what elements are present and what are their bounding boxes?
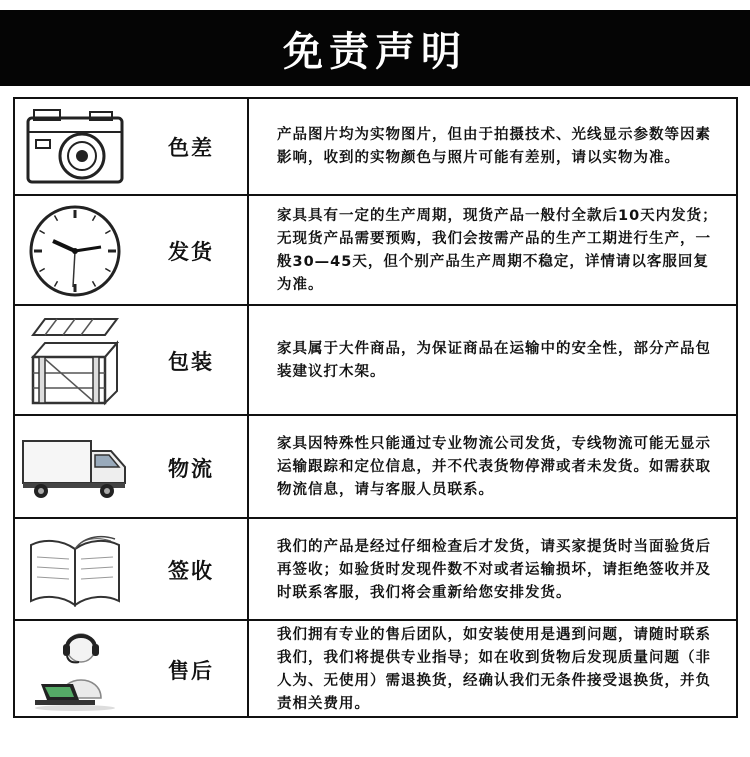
headset-support-icon (15, 621, 135, 718)
row-text-content: 家具属于大件商品，为保证商品在运输中的安全性，部分产品包装建议打木架。 (277, 341, 711, 380)
row-label: 包装 (135, 306, 249, 416)
row-text (249, 99, 736, 194)
row-text-content: 家具具有一定的生产周期，现货产品一般付全款后10天内发货；无现货产品需要预购，我们会按需产品的生产工期进行生产，一般30—45天，但个别产品生产周期不稳定，详情请以客服回复为准。 (277, 208, 718, 293)
disclaimer-row-color-difference (15, 99, 736, 194)
row-label: 发货 (135, 196, 249, 306)
disclaimer-row-packaging (15, 304, 736, 416)
row-text (249, 196, 736, 306)
row-label: 物流 (135, 416, 249, 519)
page-title: 免责声明 (283, 28, 467, 75)
disclaimer-row-shipping (15, 194, 736, 306)
row-text (249, 519, 736, 621)
row-text (249, 416, 736, 519)
disclaimer-row-after-sales (15, 619, 736, 718)
camera-icon (15, 99, 135, 194)
row-text-content: 我们拥有专业的售后团队，如安装使用是遇到问题，请随时联系我们，我们将提供专业指导；如在收到货物后发现质量问题（非人为、无使用）需退换货，经确认我们无条件接受退换货，并负责相关费用。 (277, 626, 711, 712)
open-book-icon (15, 519, 135, 621)
row-text-content: 家具因特殊性只能通过专业物流公司发货，专线物流可能无显示运输跟踪和定位信息，并不代表货物停滞或者未发货。如需获取物流信息，请与客服人员联系。 (277, 436, 711, 498)
wooden-crate-icon (15, 306, 135, 416)
disclaimer-banner (0, 10, 750, 86)
truck-icon (15, 416, 135, 519)
disclaimer-table (13, 97, 738, 718)
row-label: 签收 (135, 519, 249, 621)
disclaimer-row-sign-for (15, 517, 736, 621)
row-label: 售后 (135, 621, 249, 718)
clock-icon (15, 196, 135, 306)
row-text-content: 我们的产品是经过仔细检查后才发货，请买家提货时当面验货后再签收；如验货时发现件数不对或者运输损坏，请拒绝签收并及时联系客服，我们将会重新给您安排发货。 (277, 538, 711, 601)
disclaimer-row-logistics (15, 414, 736, 519)
row-text (249, 621, 736, 718)
row-text (249, 306, 736, 416)
row-text-content: 产品图片均为实物图片，但由于拍摄技术、光线显示参数等因素影响，收到的实物颜色与照片可能有差别，请以实物为准。 (277, 126, 711, 166)
row-label: 色差 (135, 99, 249, 194)
